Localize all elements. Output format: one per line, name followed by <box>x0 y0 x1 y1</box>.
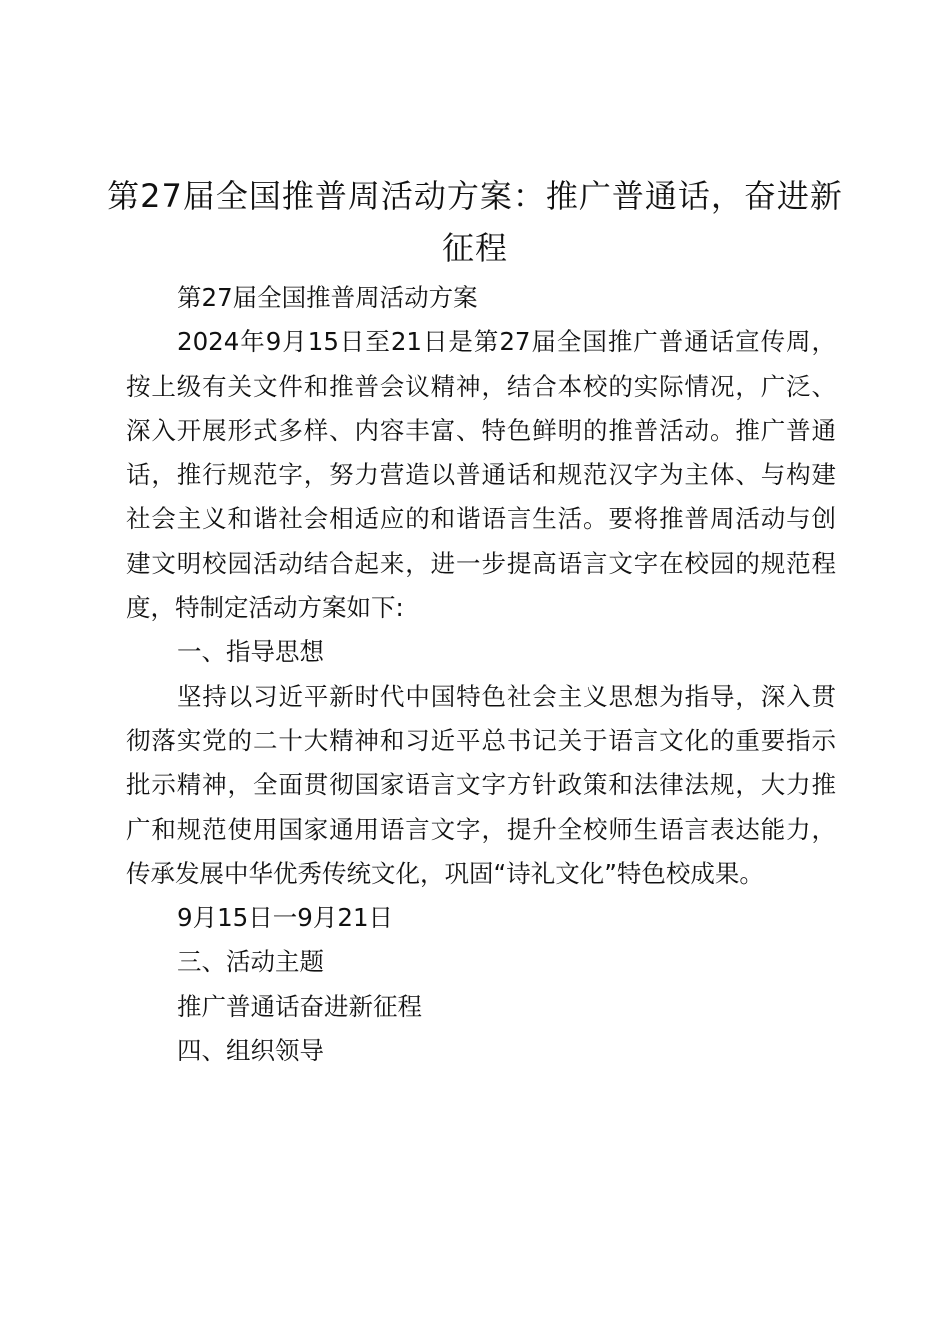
intro-paragraph: 2024年9月15日至21日是第27届全国推广普通话宣传周，按上级有关文件和推普会议精神，结合本校的实际情况，广泛、深入开展形式多样、内容丰富、特色鲜明的推普活动。推广普通话，推行规范字，努力营造以普通话和规范汉字为主体、与构建社会主义和谐社会相适应的和谐语言生活。要将推普周活动与创建文明校园活动结合起来，进一步提高语言文字在校园的规范程度，特制定活动方案如下: <box>126 327 836 623</box>
section-heading-organization: 四、组织领导 <box>177 1036 324 1066</box>
document-title: 第27届全国推普周活动方案：推广普通话，奋进新征程 <box>107 177 843 267</box>
section-heading-theme: 三、活动主题 <box>177 947 324 977</box>
theme-paragraph: 推广普通话奋进新征程 <box>177 991 422 1021</box>
guiding-ideology-paragraph: 坚持以习近平新时代中国特色社会主义思想为指导，深入贯彻落实党的二十大精神和习近平总书记关于语言文化的重要指示批示精神，全面贯彻国家语言文字方针政策和法律法规，大力推广和规范使用国家通用语言文字，提升全校师生语言表达能力，传承发展中华优秀传统文化，巩固“诗礼文化”特色校成果。 <box>126 681 836 888</box>
subtitle-paragraph: 第27届全国推普周活动方案 <box>177 283 478 312</box>
section-heading-guiding-ideology: 一、指导思想 <box>177 637 324 667</box>
document-body <box>126 276 836 1073</box>
date-range-paragraph: 9月15日一9月21日 <box>177 903 394 933</box>
